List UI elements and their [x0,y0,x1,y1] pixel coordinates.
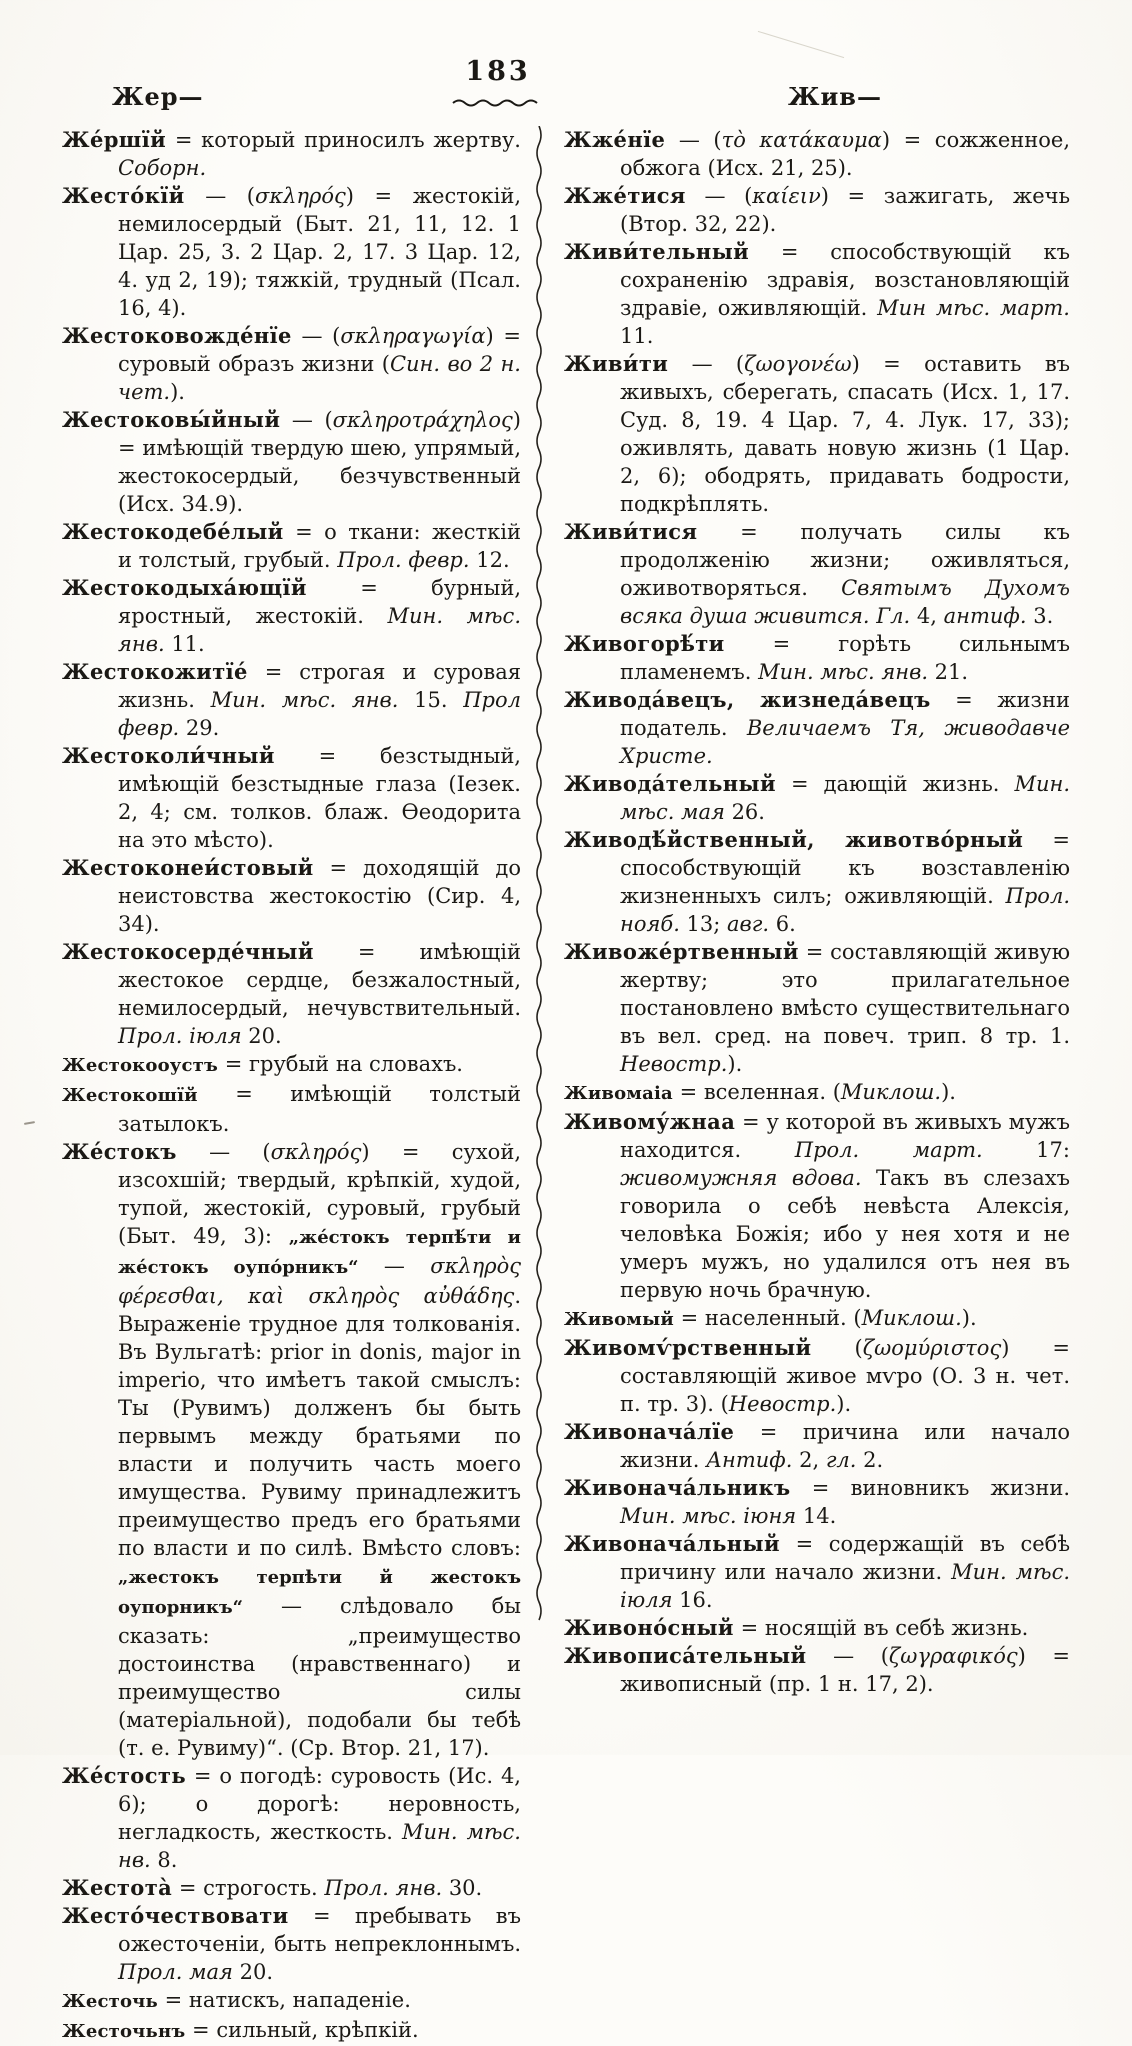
entry-text: ) = сухой, изсохшій; твердый, крѣпкій, худой, тупой, жестокій, суровый, грубый (Быт. 49, 3): [118,1140,522,1248]
entry-headword: Жесто́кїй [62,183,185,208]
entry-text: σκληρός [270,1140,362,1164]
dictionary-entry [62,1874,521,1902]
entry-headword: Живогорѣ́ти [564,631,725,656]
dictionary-entry [62,574,521,658]
entry-text: гл. [825,1448,857,1472]
entry-headword: Жестокодебе́лый [62,519,284,544]
entry-text: 14. [796,1504,837,1528]
entry-text: Мин. мѣс. іюня [620,1504,797,1528]
dictionary-entry [564,1078,1070,1108]
entry-text: Святымъ Духомъ всяка душа живится. Гл. [620,576,1070,628]
dictionary-entry [62,518,521,574]
entry-text: 2. [856,1448,884,1472]
dictionary-entry [62,2016,521,2046]
margin-mark [24,1121,35,1125]
dictionary-entry [62,854,521,938]
entry-text: = натискъ, нападеніе. [157,1988,411,2012]
entry-text: ). [170,380,185,404]
dictionary-entry [62,1986,521,2016]
entry-text: = строгая и суровая жизнь. [118,660,521,712]
entry-headword: Живому́жнаа [564,1109,736,1134]
entry-text: = грубый на словахъ. [218,1052,463,1076]
entry-text: Прол. мая [118,1960,233,1984]
entry-text: ). [941,1080,956,1104]
entry-text: 17: [982,1138,1070,1162]
entry-text: ) = живописный (пр. 1 н. 17, 2). [620,1644,1071,1696]
right-column [564,126,1070,1698]
entry-text: = вселенная. ( [672,1080,841,1104]
entry-text: = получать силы къ продолженію жизни; оживляться, оживотворяться. [620,520,1070,600]
entry-headword: Жестоконеи́стовый [62,855,314,880]
entry-text: ) = составляющій живое мѵро (О. 3 н. чет. п. тр. 3). ( [620,1336,1070,1416]
dictionary-entry [564,686,1070,770]
entry-text: = строгость. [172,1876,325,1900]
entry-headword: Же́стокъ [62,1139,177,1164]
dictionary-entry [564,770,1070,826]
entry-text: Такъ въ слезахъ говорила о себѣ невѣста Алексія, человѣка Божія; ибо у нея хотя и не умеръ мужъ, но удалился отъ нея въ первую ночь брачную. [620,1166,1070,1302]
dictionary-entry [62,658,521,742]
entry-text: ) = суровый образъ жизни ( [118,324,521,376]
entry-text: = доходящій до неистовства жестокостію (Сир. 4, 34). [118,856,521,936]
entry-headword: Живода́вецъ, жизнеда́вецъ [564,687,931,712]
dictionary-entry [564,350,1070,518]
entry-text: ) = жестокій, немилосердый (Быт. 21, 11, 12. 1 Цар. 25, 3. 2 Цар. 2, 17. 3 Цар. 12, 4. уд 2, 19); тяжкій, трудный (Псал. 16, 4). [118,184,522,320]
dictionary-entry [564,126,1070,182]
running-head-left: Жер— [112,82,204,111]
entry-headword: Же́стость [62,1763,186,1788]
entry-headword: Жестоковожде́нїе [62,323,292,348]
entry-headword: Жестоковы́йный [62,407,281,432]
entry-text: Невостр. [620,1052,728,1076]
entry-text: Миклош. [861,1306,962,1330]
entry-headword: Живонача́льный [564,1531,780,1556]
entry-text: ζωομύριστος [862,1336,1002,1360]
dictionary-entry [564,630,1070,686]
entry-text: = имѣющій толстый затылокъ. [118,1082,521,1136]
entry-text: = составляющій живую жертву; это прилагательное постановлено вмѣсто существительнаго въ вел. сред. на повеч. трип. 8 тр. 1. [620,940,1070,1048]
dictionary-entry [564,938,1070,1078]
entry-text: 29. [179,716,220,740]
entry-text: Мин. мѣс. янв. [118,604,521,656]
entry-text: Прол. іюля [118,1024,242,1048]
entry-text: σκληρός [255,184,346,208]
entry-text: Мин. мѣс. іюля [620,1560,1070,1612]
entry-text: = горѣть сильнымъ пламенемъ. [620,632,1070,684]
entry-text: 13; [679,912,728,936]
entry-text: 20. [232,1960,274,1984]
entry-text: = у которой въ живыхъ мужъ находится. [620,1110,1070,1162]
entry-text: Прол. февр. [337,548,470,572]
dictionary-entry [564,1334,1070,1418]
entry-text: = носящій въ себѣ жизнь. [733,1616,1029,1640]
entry-text: Мин. мѣс. янв. [210,688,399,712]
dictionary-entry [62,322,521,406]
page-number: 183 [465,56,531,87]
entry-text: ). [836,1392,852,1416]
entry-text: 21. [928,660,969,684]
entry-headword: Жестокооустъ [62,1055,219,1076]
entry-text: ) = сожженное, обжога (Исх. 21, 25). [620,128,1071,180]
entry-headword: Жестокодыха́ющїй [62,575,307,600]
entry-text: — ( [176,1140,271,1164]
entry-text: = безстыдный, имѣющій безстыдные глаза (Іезек. 2, 4; см. толков. блаж. Ѳеодорита на это мѣсто). [118,744,521,852]
dictionary-entry [564,1614,1070,1642]
dictionary-entry [564,1304,1070,1334]
entry-text: 15. [398,688,464,712]
dictionary-entry [564,1642,1070,1698]
entry-headword: Жестокосерде́чный [62,939,314,964]
entry-text: 11. [164,632,205,656]
dictionary-entry [62,1050,521,1080]
entry-text: Мин. мѣс. нв. [118,1820,521,1872]
entry-text: Величаемъ Тя, живодавче Христе. [620,716,1071,768]
running-head-right: Жив— [788,82,882,111]
entry-text: 30. [442,1876,483,1900]
entry-text: = населенный. ( [673,1306,862,1330]
entry-text: ) = оставить въ живыхъ, сберегать, спасать (Исх. 1, 17. Суд. 8, 19. 4 Цар. 7, 4. Лук. 17, 33); оживлять, давать новую жизнь (1 Цар. 2, 6); ободрять, придавать бодрости, подкрѣплять. [620,352,1070,516]
entry-text: Син. во 2 н. чет. [118,352,521,404]
entry-text: — ( [665,128,722,152]
page-number-squiggle-rule [451,97,545,109]
entry-text: 16. [672,1588,713,1612]
dictionary-entry [564,1418,1070,1474]
entry-text: σκληραγωγία [340,324,486,348]
entry-text: = сильный, крѣпкій. [185,2018,419,2042]
entry-text: 6. [769,912,796,936]
entry-text: „же́стокъ терпѣ́ти и же́стокъ оупо́рникъ“ [118,1227,521,1278]
entry-text: σκληροτράχηλος [332,408,513,432]
entry-headword: Жже́тися [564,183,686,208]
entry-text: — ( [806,1644,889,1668]
entry-text: σκληρὸς φέρεσθαι, καὶ σκληρὸς αὐθάδης [118,1254,521,1308]
entry-headword: Жестокожитїе́ [62,659,248,684]
entry-text: ) = имѣющій твердую шею, упрямый, жестокосердый, безчувственный (Исх. 34.9). [118,408,521,516]
entry-text: Невостр. [728,1392,837,1416]
entry-text: . Выраженіе трудное для толкованія. Въ Вульгатѣ: prior in donis, major in imperio, что имѣетъ такой смыслъ: Ты (Рувимъ) долженъ бы быть первымъ между братьями по власти и получить часть моего имущества. Рувиму принадлежитъ преимущество предъ его братьями по власти и по силѣ. Вмѣсто словъ: [118,1284,521,1560]
entry-text: Прол. март. [794,1138,983,1162]
entry-text: = виновникъ жизни. [790,1476,1070,1500]
entry-text: 12. [469,548,510,572]
entry-headword: Живонача́лїе [564,1419,735,1444]
entry-headword: Живода́тельный [564,771,776,796]
entry-text: „жестокъ терпѣти й жестокъ оупорникъ“ [118,1567,521,1618]
dictionary-entry [62,938,521,1050]
scan-artifact-line [758,31,844,58]
entry-text: — ( [685,184,753,208]
dictionary-entry [62,1762,521,1874]
entry-headword: Живонача́льникъ [564,1475,791,1500]
entry-headword: Жестоколи́чный [62,743,275,768]
entry-text: Прол. нояб. [620,884,1070,936]
entry-headword: Живодѣ́йственный, животво́рный [564,827,1024,852]
dictionary-entry [62,126,521,182]
entry-text: ζωογονέω [744,352,852,376]
left-column [62,126,521,2046]
entry-text: καίειν [752,184,821,208]
dictionary-entry [564,1474,1070,1530]
entry-headword: Живи́тися [564,519,698,544]
entry-headword: Жже́нїе [564,127,666,152]
entry-headword: Живоже́ртвенный [564,939,799,964]
entry-headword: Живописа́тельный [564,1643,807,1668]
entry-text: = о погодѣ: суровость (Ис. 4, 6); о дорогѣ: неровность, негладкость, жесткость. [118,1764,521,1844]
dictionary-entry [564,182,1070,238]
entry-text: = способствующій къ сохраненію здравія, возстановляющій здравіе, оживляющій. [620,240,1070,320]
dictionary-entry [62,1902,521,1986]
dictionary-entry [564,518,1070,630]
entry-text: τὸ κατάκαυμα [721,128,882,152]
dictionary-entry [62,742,521,854]
column-divider-wavy-line [531,126,547,1626]
dictionary-entry [62,1080,521,1138]
entry-text: — [358,1254,431,1278]
entry-text: 3. [1026,604,1054,628]
entry-text: = способствующій къ возставленію жизненныхъ силъ; оживляющій. [620,828,1070,908]
entry-text: 4, [910,604,944,628]
dictionary-entry [564,1108,1070,1304]
entry-headword: Жестота̀ [62,1875,173,1900]
entry-text: Мин. мѣс. янв. [758,660,928,684]
entry-text: = бурный, яростный, жестокій. [118,576,521,628]
dictionary-entry [564,238,1070,350]
entry-text: = жизни податель. [620,688,1070,740]
entry-text: Прол февр. [118,688,521,740]
dictionary-entry [62,406,521,518]
entry-headword: Живи́тельный [564,239,750,264]
entry-text: Соборн. [118,156,207,180]
entry-headword: Живомѵ́рственный [564,1335,812,1360]
entry-text: ). [727,1052,743,1076]
entry-text: Мин. мѣс. мая [620,772,1070,824]
entry-text: ). [961,1306,977,1330]
entry-text: = о ткани: жесткій и толстый, грубый. [118,520,521,572]
entry-text: 2, [792,1448,826,1472]
entry-headword: Жестокошїй [62,1085,198,1106]
entry-text: Миклош. [840,1080,942,1104]
entry-text: 20. [241,1024,282,1048]
entry-headword: Живомый [564,1309,674,1330]
entry-text: 11. [620,324,654,348]
entry-text: ( [811,1336,863,1360]
entry-headword: Живоно́сный [564,1615,734,1640]
entry-text: — ( [280,408,333,432]
entry-headword: Живи́ти [564,351,669,376]
dictionary-entry [564,1530,1070,1614]
entry-text: 8. [150,1848,178,1872]
entry-text: = имѣющій жестокое сердце, безжалостный, немилосердый, нечувствительный. [118,940,521,1020]
entry-text: Мин мѣс. март. [877,296,1070,320]
entry-text: ) = зажигать, жечь (Втор. 32, 22). [620,184,1070,236]
dictionary-entry [62,1138,521,1762]
entry-text: = содержащій въ себѣ причину или начало жизни. [620,1532,1070,1584]
entry-text: = пребывать въ ожесточеніи, быть непреклоннымъ. [118,1904,521,1956]
entry-headword: Жесто́чествовати [62,1903,289,1928]
entry-text: авг. [727,912,770,936]
entry-text: — ( [668,352,745,376]
entry-text: = причина или начало жизни. [620,1420,1070,1472]
entry-text: — слѣдовало бы сказать: „преимущество достоинства (нравственнаго) и преимущество силы (матеріальной), подобали бы тебѣ (т. е. Рувиму)“. (Ср. Втор. 21, 17). [118,1594,521,1760]
entry-text: = дающій жизнь. [775,772,1015,796]
entry-headword: Жесточь [62,1991,158,2012]
entry-text: = который приносилъ жертву. [166,128,521,152]
entry-headword: Же́ршїй [62,127,167,152]
entry-text: Прол. янв. [324,1876,443,1900]
entry-text: антиф. [943,604,1027,628]
dictionary-entry [62,182,521,322]
entry-text: — ( [291,324,341,348]
entry-text: живомужняя вдова. [620,1166,862,1190]
entry-text: 26. [724,800,765,824]
entry-text: — ( [184,184,256,208]
entry-headword: Жесточьнъ [62,2021,186,2042]
dictionary-entry [564,826,1070,938]
entry-text: Антиф. [706,1448,793,1472]
entry-headword: Живомаіа [564,1083,673,1104]
entry-text: ζωγραφικός [888,1644,1018,1668]
